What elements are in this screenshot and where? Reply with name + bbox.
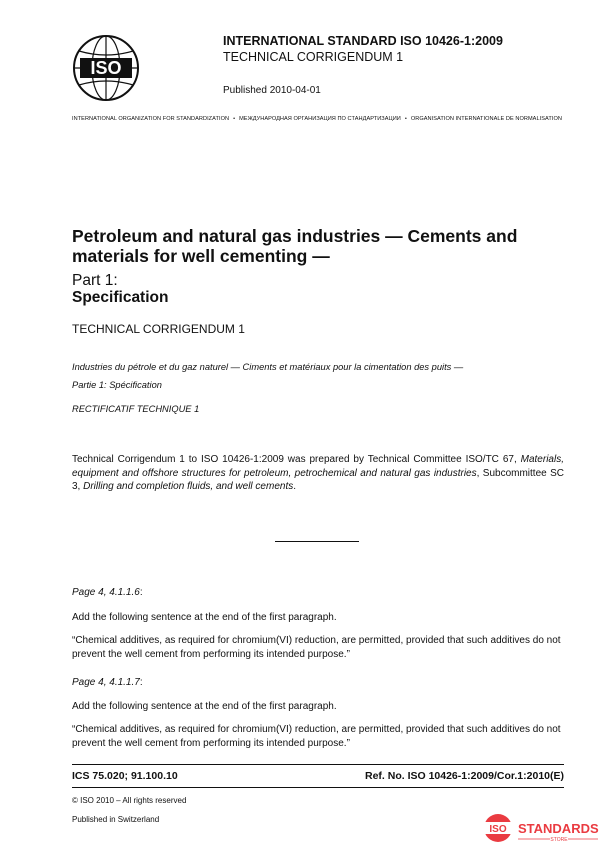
committee-name: Materials, equipment and offshore structures for petroleum, petrochemical and natural gas industries bbox=[72, 454, 564, 479]
store-iso-text: ISO bbox=[489, 824, 507, 835]
reference-number: Ref. No. ISO 10426-1:2009/Cor.1:2010(E) bbox=[364, 770, 564, 782]
published-date: Published 2010-04-01 bbox=[223, 85, 321, 96]
ics-codes: ICS 75.020; 91.100.10 bbox=[72, 770, 178, 782]
organization-line bbox=[72, 116, 562, 122]
corrigendum-label: TECHNICAL CORRIGENDUM 1 bbox=[223, 50, 404, 64]
iso-logo bbox=[72, 34, 140, 102]
intro-text: , Subcommittee SC 3, bbox=[72, 467, 564, 492]
correction-instruction: Add the following sentence at the end of the first paragraph. bbox=[72, 701, 337, 712]
intro-text: . bbox=[293, 481, 297, 492]
intro-paragraph bbox=[72, 453, 564, 494]
org-name-ru: МЕЖДУНАРОДНАЯ ОРГАНИЗАЦИЯ ПО СТАНДАРТИЗАЦИИ bbox=[239, 116, 401, 122]
document-title: Petroleum and natural gas industries — Cements and materials for well cementing — bbox=[72, 226, 518, 266]
correction-reference: Page 4, 4.1.1.7: bbox=[72, 677, 143, 688]
org-separator: • bbox=[404, 116, 407, 122]
footer-rule bbox=[72, 764, 564, 765]
org-separator: • bbox=[233, 116, 236, 122]
part-number: Part 1: bbox=[72, 272, 118, 289]
standard-number: INTERNATIONAL STANDARD ISO 10426-1:2009 bbox=[223, 34, 503, 48]
french-rectificatif: RECTIFICATIF TECHNIQUE 1 bbox=[72, 404, 200, 414]
intro-text: Technical Corrigendum 1 to ISO 10426-1:2009 was prepared by Technical Committee ISO/TC 67, bbox=[72, 454, 521, 465]
technical-corrigendum-heading: TECHNICAL CORRIGENDUM 1 bbox=[72, 322, 245, 336]
store-label-text: STORE bbox=[550, 837, 568, 843]
org-name-fr: ORGANISATION INTERNATIONALE DE NORMALISATION bbox=[410, 116, 562, 122]
correction-quote: “Chemical additives, as required for chromium(VI) reduction, are permitted, provided that such additives do not prevent the well cement from performing its intended purpose.” bbox=[72, 724, 561, 749]
copyright-notice: © ISO 2010 – All rights reserved bbox=[72, 796, 187, 805]
store-standards-text: STANDARDS bbox=[518, 821, 599, 836]
org-name-en: INTERNATIONAL ORGANIZATION FOR STANDARDIZATION bbox=[72, 116, 230, 122]
part-name: Specification bbox=[72, 289, 169, 306]
published-in: Published in Switzerland bbox=[72, 815, 160, 824]
iso-logo-text: ISO bbox=[90, 58, 122, 78]
correction-reference: Page 4, 4.1.1.6: bbox=[72, 587, 143, 598]
french-part: Partie 1: Spécification bbox=[72, 380, 162, 390]
section-divider bbox=[275, 541, 359, 542]
french-title: Industries du pétrole et du gaz naturel — Ciments et matériaux pour la cimentation des puits — bbox=[72, 362, 464, 372]
footer-rule bbox=[72, 787, 564, 788]
correction-quote: “Chemical additives, as required for chromium(VI) reduction, are permitted, provided that such additives do not prevent the well cement from performing its intended purpose.” bbox=[72, 635, 561, 660]
correction-instruction: Add the following sentence at the end of the first paragraph. bbox=[72, 612, 337, 623]
iso-store-badge[interactable] bbox=[482, 812, 600, 849]
subcommittee-name: Drilling and completion fluids, and well cements bbox=[83, 481, 294, 492]
